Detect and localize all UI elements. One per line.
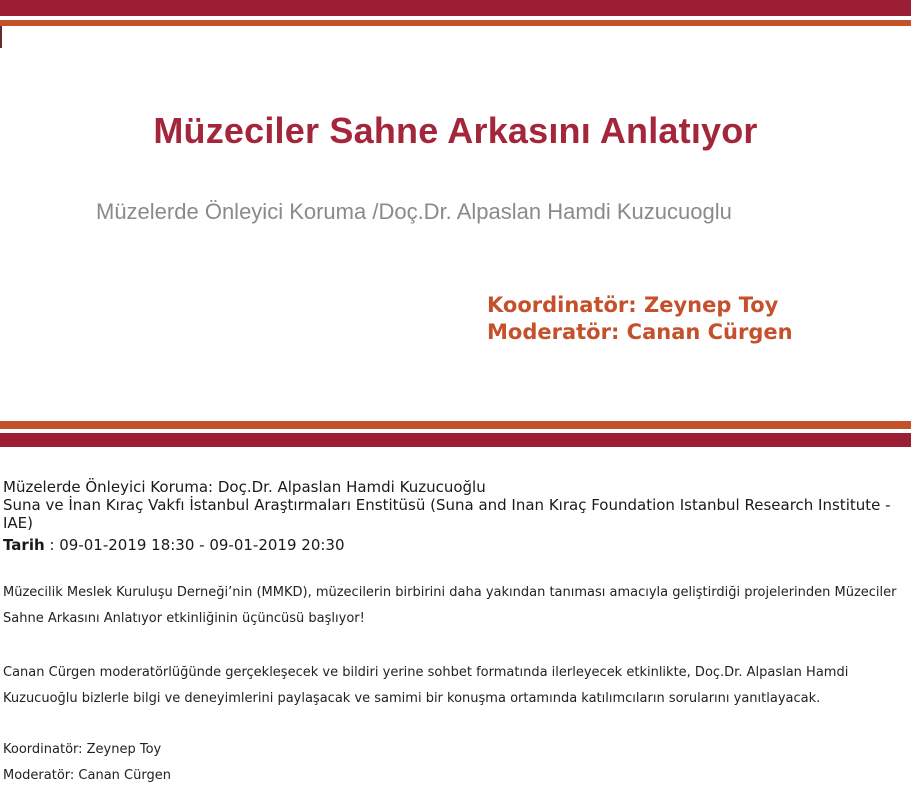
banner-top-stripe-orange: [0, 20, 911, 26]
banner-edge-mark: [0, 26, 2, 48]
banner-bottom-stripe-dark: [0, 433, 911, 447]
description-coordinator: Koordinatör: Zeynep Toy: [3, 742, 162, 757]
banner-moderator: Moderatör: Canan Cürgen: [487, 320, 793, 344]
description-paragraph-1: Müzecilik Meslek Kuruluşu Derneği’nin (MMKD), müzecilerin birbirini daha yakından tanıması amacıyla geliştirdiği projelerinden Müzeciler Sahne Arkasını Anlatıyor etkinliğinin üçüncüsü başlıyor!: [3, 585, 897, 626]
event-date: [3, 534, 893, 556]
banner-coordinator: Koordinatör: Zeynep Toy: [487, 293, 779, 317]
banner-subtitle: Müzelerde Önleyici Koruma /Doç.Dr. Alpaslan Hamdi Kuzucuoglu: [96, 199, 732, 224]
description-paragraph-2: Canan Cürgen moderatörlüğünde gerçekleşecek ve bildiri yerine sohbet formatında ilerleyecek etkinlikte, Doç.Dr. Alpaslan Hamdi Kuzucuoğlu bizlerle bilgi ve deneyimlerini paylaşacak ve samimi bir konuşma ortamında katılımcıların sorularını yanıtlayacak.: [3, 665, 849, 706]
description-credits: [3, 737, 908, 789]
event-info: [3, 478, 893, 556]
banner-bottom-stripe-orange: [0, 421, 911, 429]
banner-roles: [487, 292, 793, 346]
event-date-value: : 09-01-2019 18:30 - 09-01-2019 20:30: [44, 536, 345, 554]
description-moderator: Moderatör: Canan Cürgen: [3, 768, 171, 783]
event-title: Müzelerde Önleyici Koruma: Doç.Dr. Alpaslan Hamdi Kuzucuoğlu: [3, 478, 486, 496]
banner-title: Müzeciler Sahne Arkasını Anlatıyor: [153, 110, 758, 151]
event-venue: Suna ve İnan Kıraç Vakfı İstanbul Araştırmaları Enstitüsü (Suna and Inan Kıraç Foundation Istanbul Research Institute - IAE): [3, 496, 891, 532]
event-date-label: Tarih: [3, 536, 45, 554]
banner-top-stripe-dark: [0, 0, 911, 16]
